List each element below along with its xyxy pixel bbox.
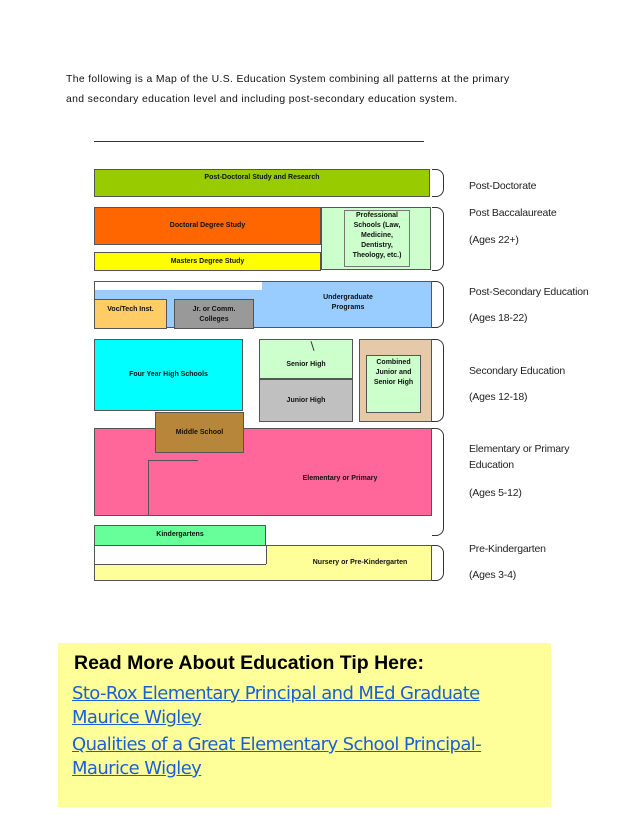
undergraduate-white-step [95, 282, 262, 290]
link-sto-rox-line-1[interactable]: Sto-Rox Elementary Principal and MEd Graduate [72, 683, 480, 704]
senior-high-label: Senior High [286, 361, 326, 368]
level-post-secondary: Post-Secondary Education [469, 286, 589, 298]
elementary-step-line [148, 460, 149, 516]
brace-post-doctoral [432, 169, 444, 197]
read-more-title: Read More About Education Tip Here: [74, 652, 424, 674]
brace-elementary [432, 428, 444, 536]
intro-text [66, 70, 586, 110]
level-pre-k-ages: (Ages 3-4) [469, 569, 517, 581]
intro-line-1: The following is a Map of the U.S. Education System combining all patterns at the primary [66, 74, 510, 85]
level-post-bacc: Post Baccalaureate [469, 207, 557, 219]
jr-comm-colleges-label: Jr. or Comm. Colleges [192, 306, 236, 323]
level-secondary: Secondary Education [469, 365, 566, 377]
elementary-label: Elementary or Primary [302, 475, 378, 482]
level-post-doctorate: Post-Doctorate [469, 180, 537, 192]
level-secondary-ages: (Ages 12-18) [469, 391, 528, 403]
divider-line [94, 141, 424, 142]
level-elementary-ages: (Ages 5-12) [469, 487, 522, 499]
junior-high-label: Junior High [286, 396, 326, 404]
nursery-step-line-h [94, 564, 266, 565]
nursery-step-line [266, 545, 267, 564]
nursery-white-step [95, 546, 267, 564]
intro-line-2: and secondary education level and including post-secondary education system. [66, 94, 458, 105]
combined-junior-senior-block [366, 355, 421, 413]
combined-label: Combined Junior and Senior High [373, 359, 414, 386]
four-year-high-schools-label: Four Year High Schools [129, 371, 208, 378]
post-doctoral-block [94, 169, 430, 197]
link-qualities-principal[interactable] [72, 733, 481, 781]
masters-label: Masters Degree Study [170, 257, 245, 265]
elementary-step-top [148, 460, 198, 461]
level-elementary-line-1: Elementary or Primary [469, 443, 570, 455]
senior-high-block [259, 339, 353, 379]
link-qualities-line-2[interactable]: Maurice Wigley [72, 758, 202, 779]
four-year-high-schools-block [94, 339, 243, 411]
link-qualities-line-1[interactable]: Qualities of a Great Elementary School Principal- [72, 734, 482, 755]
professional-schools-block [321, 207, 431, 270]
middle-school-label: Middle School [175, 428, 224, 436]
brace-post-bacc [432, 207, 444, 271]
masters-block [94, 252, 321, 271]
professional-schools-label: Professional Schools (Law, Medicine, Dentistry, Theology, etc.) [352, 212, 402, 259]
kindergartens-label: Kindergartens [156, 531, 204, 538]
level-post-bacc-ages: (Ages 22+) [469, 234, 519, 246]
doctoral-block [94, 207, 321, 245]
post-doctoral-label: Post-Doctoral Study and Research [204, 174, 320, 181]
brace-secondary [432, 339, 444, 422]
voc-tech-label: Voc/Tech Inst. [107, 306, 154, 313]
undergraduate-label: Undergraduate Programs [323, 294, 373, 311]
jr-comm-colleges-block [174, 299, 254, 329]
voc-tech-block [94, 299, 167, 329]
elementary-block [94, 428, 432, 516]
brace-pre-k [432, 545, 444, 581]
brace-post-secondary [432, 281, 444, 328]
junior-high-block [259, 379, 353, 422]
link-sto-rox-principal[interactable] [72, 682, 480, 730]
doctoral-label: Doctoral Degree Study [169, 222, 246, 229]
level-elementary-line-2: Education [469, 459, 514, 471]
level-pre-k: Pre-Kindergarten [469, 543, 546, 555]
link-sto-rox-line-2[interactable]: Maurice Wigley [72, 707, 202, 728]
nursery-label: Nursery or Pre-Kindergarten [312, 559, 408, 566]
middle-school-block [155, 412, 244, 453]
level-post-secondary-ages: (Ages 18-22) [469, 312, 528, 324]
